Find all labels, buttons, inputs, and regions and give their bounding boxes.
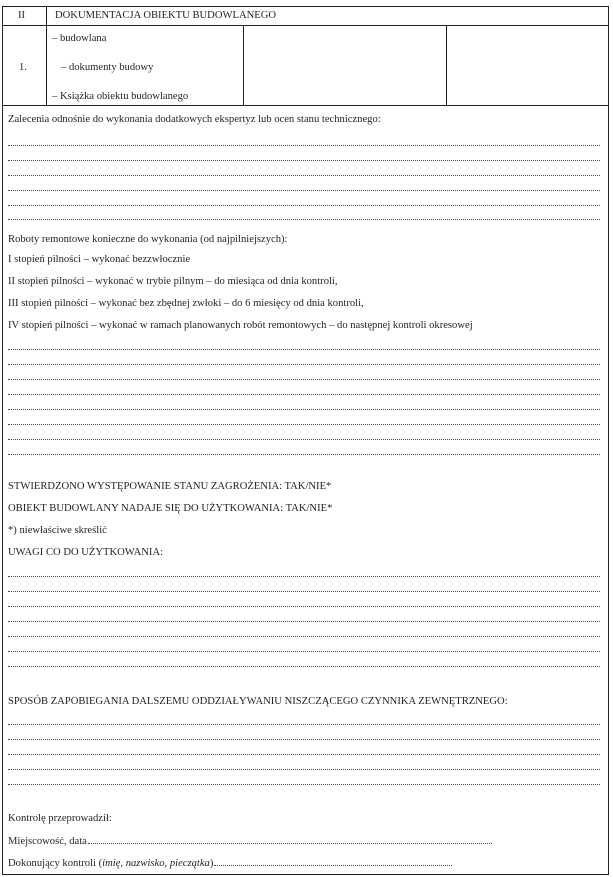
doc-item-construction-documents: – dokumenty budowy (61, 62, 154, 73)
strike-footnote: *) niewłaściwe skreślić (8, 525, 107, 536)
usage-remarks-line[interactable] (8, 621, 600, 622)
sub-number: 1. (19, 62, 27, 73)
doc-item-construction: – budowlana (52, 33, 107, 44)
doc-item-building-logbook: – Książka obiektu budowlanego (52, 91, 189, 102)
inspector-input[interactable] (214, 856, 452, 866)
inspector-label-italic: imię, nazwisko, pieczątka (102, 858, 210, 869)
table-divider (2, 105, 609, 106)
prevention-line[interactable] (8, 754, 600, 755)
performed-by-label: Kontrolę przeprowadził: (8, 813, 112, 824)
place-date-label: Miejscowość, data (8, 836, 87, 847)
repairs-line[interactable] (8, 439, 600, 440)
prevention-line[interactable] (8, 739, 600, 740)
inspector-label-prefix: Dokonujący kontroli ( (8, 858, 103, 869)
prevention-line[interactable] (8, 784, 600, 785)
row-title: DOKUMENTACJA OBIEKTU BUDOWLANEGO (55, 10, 277, 21)
usage-remarks-line[interactable] (8, 606, 600, 607)
inspection-form (2, 6, 609, 875)
usage-remarks-line[interactable] (8, 591, 600, 592)
repairs-line[interactable] (8, 424, 600, 425)
blank-cell[interactable] (244, 26, 445, 104)
urgency-level-4: IV stopień pilności – wykonać w ramach planowanych robót remontowych – do następnej kontroli okresowej (8, 320, 473, 331)
urgency-level-2: II stopień pilności – wykonać w trybie pilnym – do miesiąca od dnia kontroli, (8, 276, 338, 287)
usage-remarks-label: UWAGI CO DO UŻYTKOWANIA: (8, 547, 164, 558)
repairs-line[interactable] (8, 349, 600, 350)
repairs-label: Roboty remontowe konieczne do wykonania (od najpilniejszych): (8, 234, 288, 245)
usability-statement: OBIEKT BUDOWLANY NADAJE SIĘ DO UŻYTKOWANIA: TAK/NIE* (8, 503, 333, 514)
row-number: II (18, 10, 26, 21)
recommendations-line[interactable] (8, 145, 600, 146)
repairs-line[interactable] (8, 454, 600, 455)
usage-remarks-line[interactable] (8, 651, 600, 652)
usage-remarks-line[interactable] (8, 576, 600, 577)
repairs-line[interactable] (8, 394, 600, 395)
repairs-line[interactable] (8, 409, 600, 410)
usage-remarks-line[interactable] (8, 666, 600, 667)
urgency-level-1: I stopień pilności – wykonać bezzwłocznie (8, 254, 191, 265)
place-date-field (8, 834, 492, 848)
recommendations-line[interactable] (8, 160, 600, 161)
repairs-line[interactable] (8, 364, 600, 365)
blank-cell[interactable] (447, 26, 608, 104)
inspector-field (8, 856, 452, 870)
place-date-input[interactable] (88, 834, 492, 844)
repairs-line[interactable] (8, 379, 600, 380)
urgency-level-3: III stopień pilności – wykonać bez zbędnej zwłoki – do 6 miesięcy od dnia kontroli, (8, 298, 364, 309)
recommendations-line[interactable] (8, 190, 600, 191)
inspector-label-suffix: ) (209, 858, 214, 869)
recommendations-line[interactable] (8, 175, 600, 176)
prevention-line[interactable] (8, 724, 600, 725)
usage-remarks-line[interactable] (8, 636, 600, 637)
prevention-label: SPOSÓB ZAPOBIEGANIA DALSZEMU ODDZIAŁYWANIU NISZCZĄCEGO CZYNNIKA ZEWNĘTRZNEGO: (8, 696, 508, 707)
table-divider (46, 6, 47, 105)
prevention-line[interactable] (8, 769, 600, 770)
recommendations-line[interactable] (8, 219, 600, 220)
recommendations-line[interactable] (8, 205, 600, 206)
recommendations-label: Zalecenia odnośnie do wykonania dodatkowych ekspertyz lub ocen stanu technicznego: (8, 114, 381, 125)
threat-statement: STWIERDZONO WYSTĘPOWANIE STANU ZAGROŻENIA: TAK/NIE* (8, 481, 332, 492)
